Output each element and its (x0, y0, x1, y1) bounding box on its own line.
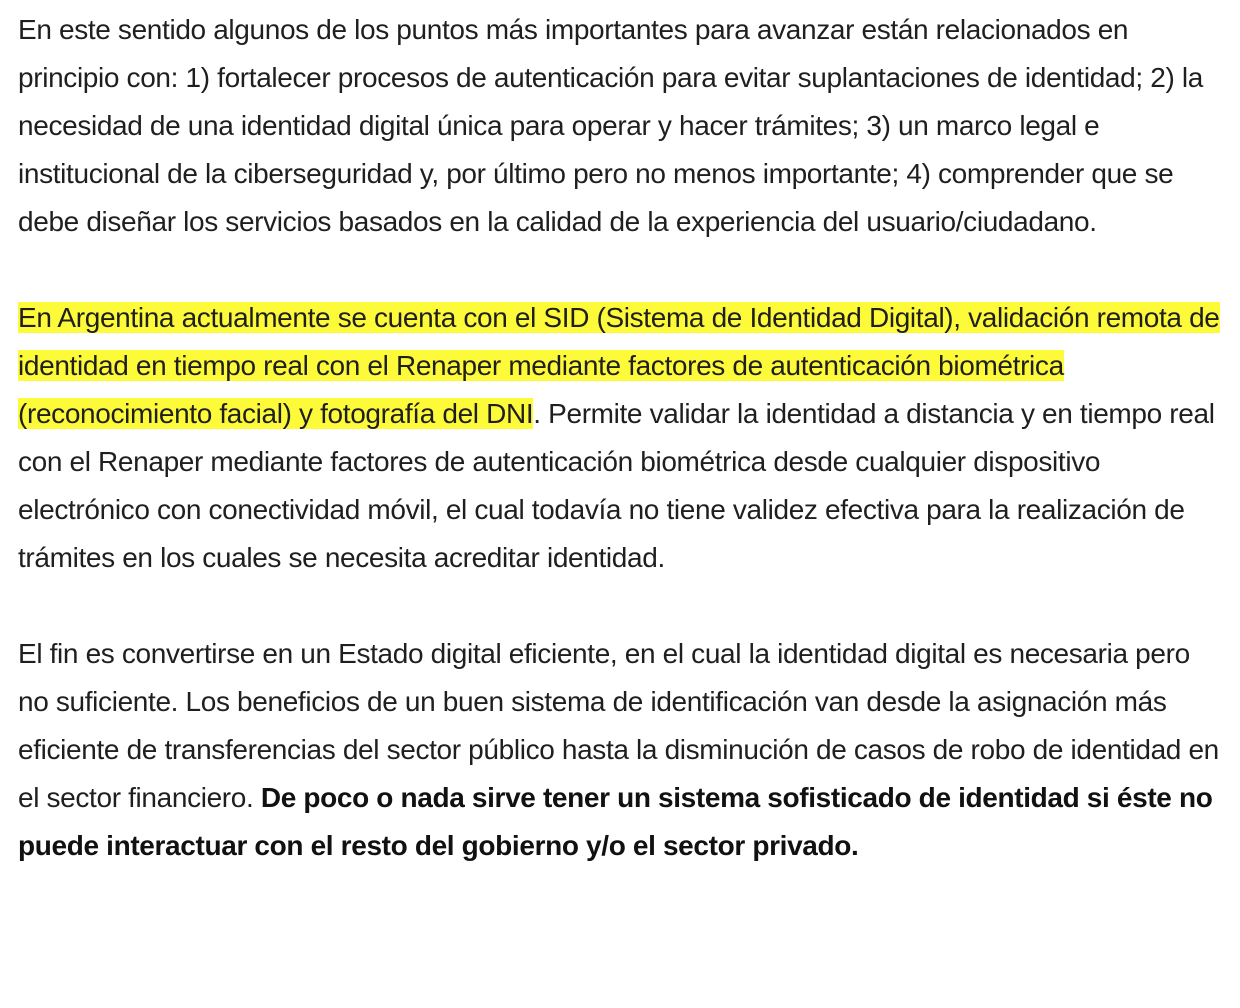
highlighted-text: En Argentina actualmente se cuenta con el SID (Sistema de Identidad Digital), validación remota de identidad en tiempo real con el Renaper mediante factores de autenticación biométrica (reconocimiento facial) y fotografía del DNI (18, 302, 1220, 429)
paragraph-digital-state-text: El fin es convertirse en un Estado digital eficiente, en el cual la identidad digital es necesaria pero no suficiente. Los beneficios de un buen sistema de identificación van desde la asignación más eficiente de transferencias del sector público hasta la disminución de casos de robo de identidad en el sector financiero. (18, 638, 1219, 813)
bold-conclusion: De poco o nada sirve tener un sistema sofisticado de identidad si éste no puede interactuar con el resto del gobierno y/o el sector privado. (18, 782, 1213, 861)
paragraph-sid-argentina (18, 294, 1226, 582)
paragraph-sid-rest: . Permite validar la identidad a distancia y en tiempo real con el Renaper mediante factores de autenticación biométrica desde cualquier dispositivo electrónico con conectividad móvil, el cual todavía no tiene validez efectiva para la realización de trámites en los cuales se necesita acreditar identidad. (18, 398, 1215, 573)
paragraph-digital-state (18, 630, 1226, 870)
paragraph-priorities: En este sentido algunos de los puntos más importantes para avanzar están relacionados en principio con: 1) fortalecer procesos de autenticación para evitar suplantaciones de identidad; 2) la necesidad de una identidad digital única para operar y hacer trámites; 3) un marco legal e institucional de la ciberseguridad y, por último pero no menos importante; 4) comprender que se debe diseñar los servicios basados en la calidad de la experiencia del usuario/ciudadano. (18, 14, 1203, 237)
